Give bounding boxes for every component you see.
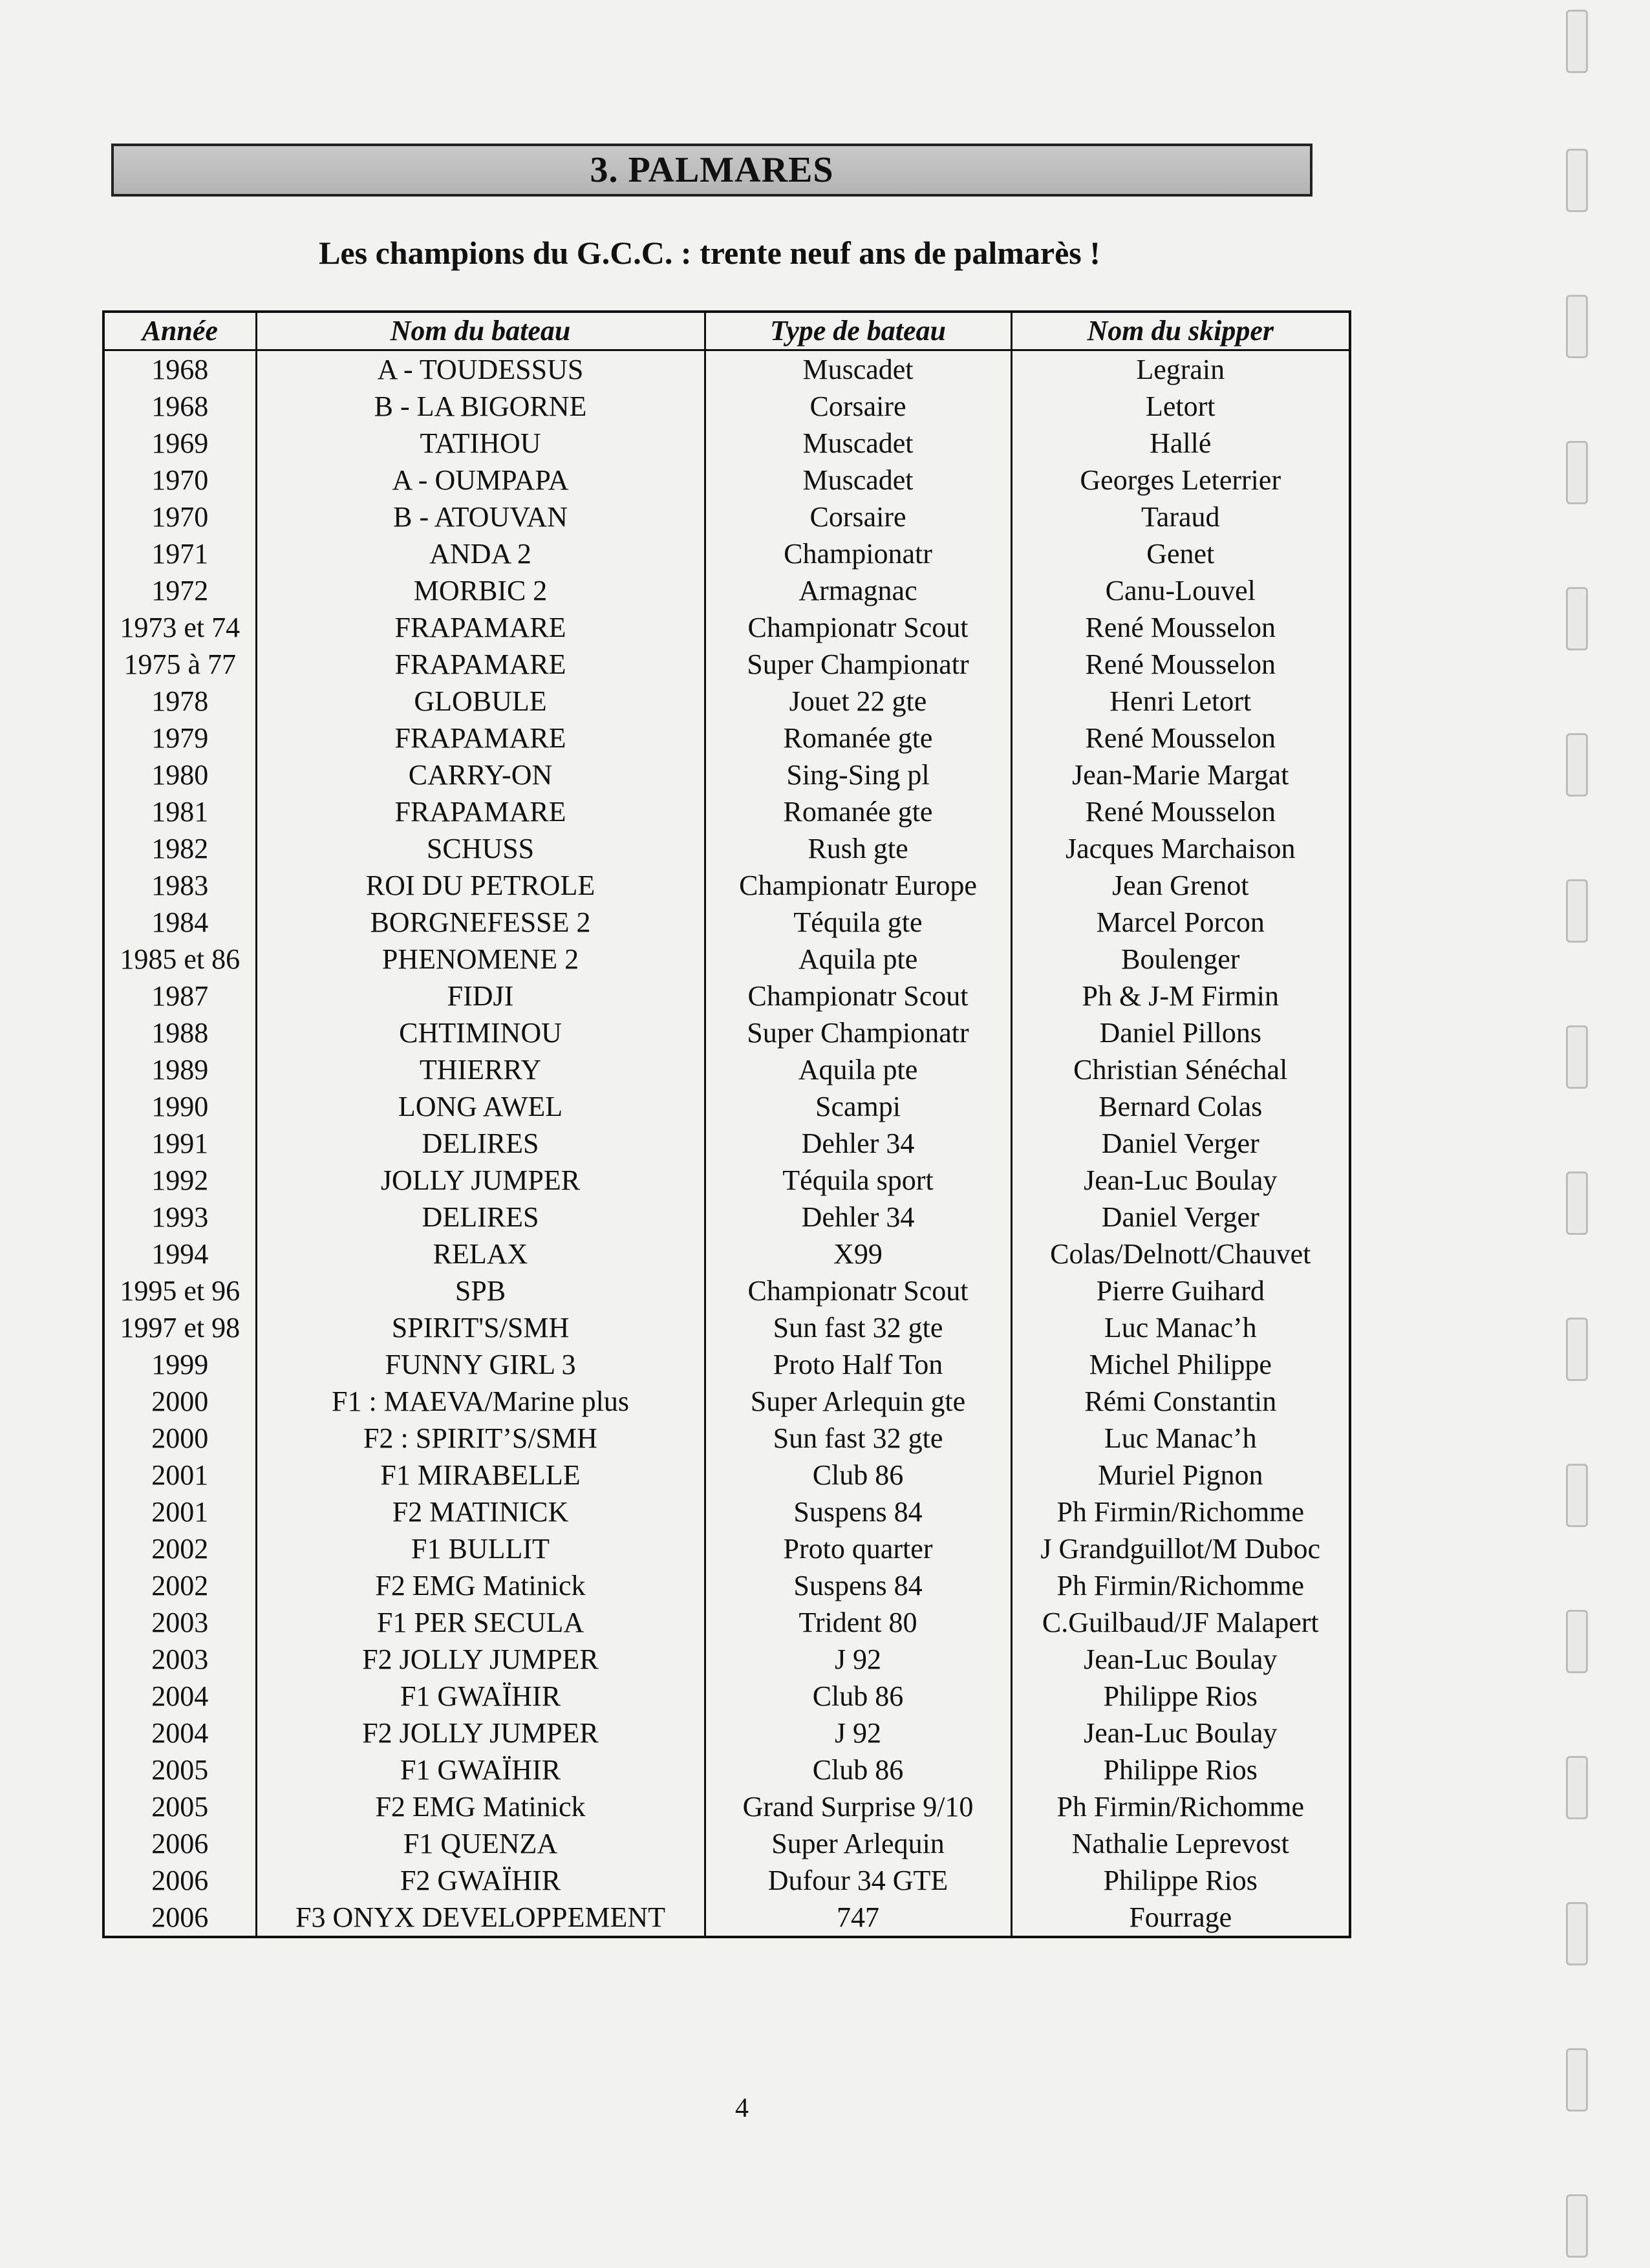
cell-nom-bateau: SPIRIT'S/SMH (256, 1309, 705, 1346)
binding-hole (1566, 733, 1588, 797)
cell-type-bateau: Jouet 22 gte (705, 683, 1011, 720)
table-row (103, 904, 1350, 941)
binding-hole (1566, 295, 1588, 358)
cell-type-bateau: Dehler 34 (705, 1125, 1011, 1162)
cell-nom-skipper: René Mousselon (1011, 793, 1350, 830)
cell-nom-skipper: Rémi Constantin (1011, 1383, 1350, 1420)
cell-annee: 1984 (103, 904, 256, 941)
binding-hole (1566, 587, 1588, 650)
table-row (103, 683, 1350, 720)
table-row (103, 1383, 1350, 1420)
cell-annee: 1970 (103, 498, 256, 535)
header-nom-bateau: Nom du bateau (256, 312, 705, 350)
cell-type-bateau: Muscadet (705, 425, 1011, 462)
cell-nom-skipper: Colas/Delnott/Chauvet (1011, 1236, 1350, 1272)
cell-nom-bateau: FRAPAMARE (256, 609, 705, 646)
cell-nom-bateau: DELIRES (256, 1125, 705, 1162)
cell-type-bateau: Championatr Europe (705, 867, 1011, 904)
cell-nom-bateau: FIDJI (256, 978, 705, 1014)
cell-type-bateau: Proto Half Ton (705, 1346, 1011, 1383)
cell-nom-skipper: Legrain (1011, 350, 1350, 389)
table-row (103, 1199, 1350, 1236)
cell-annee: 2004 (103, 1678, 256, 1715)
cell-nom-bateau: BORGNEFESSE 2 (256, 904, 705, 941)
header-type-bateau: Type de bateau (705, 312, 1011, 350)
cell-annee: 2003 (103, 1641, 256, 1678)
cell-type-bateau: Téquila sport (705, 1162, 1011, 1199)
cell-annee: 1995 et 96 (103, 1272, 256, 1309)
table-row (103, 1751, 1350, 1788)
cell-type-bateau: Muscadet (705, 462, 1011, 498)
cell-annee: 1988 (103, 1014, 256, 1051)
cell-nom-skipper: Marcel Porcon (1011, 904, 1350, 941)
cell-type-bateau: Super Championatr (705, 646, 1011, 683)
cell-nom-skipper: Ph & J-M Firmin (1011, 978, 1350, 1014)
cell-nom-skipper: J Grandguillot/M Duboc (1011, 1530, 1350, 1567)
cell-annee: 2001 (103, 1457, 256, 1493)
cell-annee: 1970 (103, 462, 256, 498)
cell-type-bateau: Romanée gte (705, 720, 1011, 756)
table-row (103, 1825, 1350, 1862)
table-row (103, 1346, 1350, 1383)
cell-type-bateau: Grand Surprise 9/10 (705, 1788, 1011, 1825)
cell-type-bateau: Scampi (705, 1088, 1011, 1125)
table-row (103, 462, 1350, 498)
cell-annee: 1979 (103, 720, 256, 756)
cell-type-bateau: Corsaire (705, 388, 1011, 425)
table-row (103, 1641, 1350, 1678)
table-row (103, 1014, 1350, 1051)
table-row (103, 1678, 1350, 1715)
table-row (103, 1272, 1350, 1309)
table-row (103, 1125, 1350, 1162)
table-row (103, 1236, 1350, 1272)
cell-type-bateau: J 92 (705, 1715, 1011, 1751)
binding-hole (1566, 441, 1588, 504)
cell-nom-bateau: F3 ONYX DEVELOPPEMENT (256, 1899, 705, 1937)
cell-annee: 1990 (103, 1088, 256, 1125)
cell-nom-skipper: Henri Letort (1011, 683, 1350, 720)
cell-type-bateau: Aquila pte (705, 941, 1011, 978)
cell-type-bateau: Romanée gte (705, 793, 1011, 830)
cell-annee: 1975 à 77 (103, 646, 256, 683)
cell-nom-bateau: CHTIMINOU (256, 1014, 705, 1051)
table-row (103, 1309, 1350, 1346)
cell-nom-skipper: Michel Philippe (1011, 1346, 1350, 1383)
binding-hole (1566, 10, 1588, 73)
cell-nom-skipper: Canu-Louvel (1011, 572, 1350, 609)
cell-nom-skipper: Jean-Marie Margat (1011, 756, 1350, 793)
cell-nom-skipper: Ph Firmin/Richomme (1011, 1567, 1350, 1604)
cell-type-bateau: Super Arlequin (705, 1825, 1011, 1862)
cell-nom-bateau: A - TOUDESSUS (256, 350, 705, 389)
page-number: 4 (735, 2093, 749, 2123)
cell-type-bateau: Trident 80 (705, 1604, 1011, 1641)
cell-type-bateau: Super Championatr (705, 1014, 1011, 1051)
cell-nom-skipper: Luc Manac’h (1011, 1420, 1350, 1457)
cell-annee: 2004 (103, 1715, 256, 1751)
cell-type-bateau: Suspens 84 (705, 1493, 1011, 1530)
table-row (103, 1862, 1350, 1899)
cell-nom-bateau: F2 GWAÏHIR (256, 1862, 705, 1899)
cell-type-bateau: Championatr (705, 535, 1011, 572)
table-row (103, 1604, 1350, 1641)
cell-annee: 2000 (103, 1420, 256, 1457)
table-row (103, 425, 1350, 462)
table-row (103, 830, 1350, 867)
cell-annee: 1989 (103, 1051, 256, 1088)
cell-nom-skipper: Genet (1011, 535, 1350, 572)
cell-type-bateau: Dehler 34 (705, 1199, 1011, 1236)
cell-nom-bateau: LONG AWEL (256, 1088, 705, 1125)
cell-nom-bateau: TATIHOU (256, 425, 705, 462)
cell-nom-bateau: CARRY-ON (256, 756, 705, 793)
cell-nom-skipper: Philippe Rios (1011, 1862, 1350, 1899)
cell-nom-skipper: C.Guilbaud/JF Malapert (1011, 1604, 1350, 1641)
cell-nom-bateau: F2 EMG Matinick (256, 1788, 705, 1825)
binding-hole (1566, 1902, 1588, 1965)
binding-hole (1566, 2194, 1588, 2258)
cell-annee: 1997 et 98 (103, 1309, 256, 1346)
cell-annee: 2001 (103, 1493, 256, 1530)
cell-type-bateau: Dufour 34 GTE (705, 1862, 1011, 1899)
cell-nom-skipper: René Mousselon (1011, 646, 1350, 683)
cell-nom-bateau: ROI DU PETROLE (256, 867, 705, 904)
cell-nom-skipper: Daniel Verger (1011, 1199, 1350, 1236)
cell-annee: 2006 (103, 1825, 256, 1862)
table-row (103, 1530, 1350, 1567)
cell-type-bateau: Club 86 (705, 1678, 1011, 1715)
cell-nom-bateau: DELIRES (256, 1199, 705, 1236)
cell-annee: 1968 (103, 350, 256, 389)
cell-annee: 1985 et 86 (103, 941, 256, 978)
cell-nom-bateau: A - OUMPAPA (256, 462, 705, 498)
table-row (103, 572, 1350, 609)
cell-annee: 1992 (103, 1162, 256, 1199)
cell-type-bateau: X99 (705, 1236, 1011, 1272)
cell-annee: 2005 (103, 1788, 256, 1825)
cell-annee: 1968 (103, 388, 256, 425)
cell-nom-bateau: FRAPAMARE (256, 720, 705, 756)
cell-nom-bateau: F1 GWAÏHIR (256, 1678, 705, 1715)
cell-nom-skipper: Taraud (1011, 498, 1350, 535)
header-nom-skipper: Nom du skipper (1011, 312, 1350, 350)
cell-nom-bateau: B - LA BIGORNE (256, 388, 705, 425)
cell-annee: 2002 (103, 1567, 256, 1604)
cell-type-bateau: Sun fast 32 gte (705, 1420, 1011, 1457)
cell-annee: 1969 (103, 425, 256, 462)
cell-nom-bateau: F1 MIRABELLE (256, 1457, 705, 1493)
table-row (103, 867, 1350, 904)
cell-annee: 1993 (103, 1199, 256, 1236)
cell-nom-bateau: RELAX (256, 1236, 705, 1272)
cell-type-bateau: Club 86 (705, 1751, 1011, 1788)
cell-annee: 1999 (103, 1346, 256, 1383)
cell-type-bateau: Super Arlequin gte (705, 1383, 1011, 1420)
table-header-row (103, 312, 1350, 350)
cell-nom-bateau: MORBIC 2 (256, 572, 705, 609)
cell-nom-bateau: F1 BULLIT (256, 1530, 705, 1567)
cell-type-bateau: Corsaire (705, 498, 1011, 535)
cell-nom-skipper: Boulenger (1011, 941, 1350, 978)
table-row (103, 388, 1350, 425)
cell-nom-skipper: Christian Sénéchal (1011, 1051, 1350, 1088)
cell-nom-skipper: Jacques Marchaison (1011, 830, 1350, 867)
cell-annee: 1980 (103, 756, 256, 793)
binding-hole (1566, 1171, 1588, 1235)
cell-nom-bateau: F2 JOLLY JUMPER (256, 1715, 705, 1751)
table-row (103, 1493, 1350, 1530)
cell-type-bateau: Rush gte (705, 830, 1011, 867)
cell-nom-skipper: Jean Grenot (1011, 867, 1350, 904)
binding-hole (1566, 1464, 1588, 1527)
cell-nom-skipper: Ph Firmin/Richomme (1011, 1788, 1350, 1825)
table-row (103, 1899, 1350, 1937)
table-row (103, 350, 1350, 389)
table-row (103, 1788, 1350, 1825)
binding-hole (1566, 879, 1588, 943)
table-row (103, 1051, 1350, 1088)
cell-annee: 1972 (103, 572, 256, 609)
cell-nom-skipper: Luc Manac’h (1011, 1309, 1350, 1346)
cell-type-bateau: Sing-Sing pl (705, 756, 1011, 793)
cell-type-bateau: Sun fast 32 gte (705, 1309, 1011, 1346)
cell-nom-bateau: FRAPAMARE (256, 793, 705, 830)
cell-nom-bateau: F1 : MAEVA/Marine plus (256, 1383, 705, 1420)
cell-type-bateau: Armagnac (705, 572, 1011, 609)
binding-holes (1559, 0, 1598, 2268)
cell-annee: 1991 (103, 1125, 256, 1162)
cell-annee: 2000 (103, 1383, 256, 1420)
table-row (103, 1567, 1350, 1604)
table-row (103, 609, 1350, 646)
cell-annee: 2006 (103, 1899, 256, 1937)
cell-nom-skipper: René Mousselon (1011, 720, 1350, 756)
cell-nom-skipper: Pierre Guihard (1011, 1272, 1350, 1309)
table-row (103, 756, 1350, 793)
palmares-table (102, 310, 1351, 1938)
cell-annee: 2005 (103, 1751, 256, 1788)
cell-nom-bateau: F1 PER SECULA (256, 1604, 705, 1641)
section-title: 3. PALMARES (590, 150, 834, 190)
cell-nom-skipper: Letort (1011, 388, 1350, 425)
header-annee: Année (103, 312, 256, 350)
cell-nom-skipper: Philippe Rios (1011, 1751, 1350, 1788)
cell-nom-bateau: GLOBULE (256, 683, 705, 720)
cell-nom-bateau: PHENOMENE 2 (256, 941, 705, 978)
cell-annee: 1982 (103, 830, 256, 867)
cell-nom-skipper: René Mousselon (1011, 609, 1350, 646)
cell-annee: 2002 (103, 1530, 256, 1567)
table-row (103, 1457, 1350, 1493)
cell-annee: 2003 (103, 1604, 256, 1641)
cell-annee: 1994 (103, 1236, 256, 1272)
cell-nom-bateau: F2 EMG Matinick (256, 1567, 705, 1604)
cell-type-bateau: Championatr Scout (705, 978, 1011, 1014)
cell-nom-skipper: Daniel Verger (1011, 1125, 1350, 1162)
cell-nom-skipper: Georges Leterrier (1011, 462, 1350, 498)
cell-nom-bateau: F1 GWAÏHIR (256, 1751, 705, 1788)
cell-type-bateau: Championatr Scout (705, 609, 1011, 646)
table-row (103, 1162, 1350, 1199)
table-row (103, 793, 1350, 830)
cell-nom-bateau: F2 MATINICK (256, 1493, 705, 1530)
cell-type-bateau: Championatr Scout (705, 1272, 1011, 1309)
cell-annee: 1971 (103, 535, 256, 572)
table-row (103, 720, 1350, 756)
cell-nom-bateau: SPB (256, 1272, 705, 1309)
binding-hole (1566, 1025, 1588, 1089)
cell-nom-bateau: FUNNY GIRL 3 (256, 1346, 705, 1383)
cell-nom-skipper: Hallé (1011, 425, 1350, 462)
cell-nom-skipper: Fourrage (1011, 1899, 1350, 1937)
table-row (103, 1420, 1350, 1457)
binding-hole (1566, 149, 1588, 212)
cell-nom-bateau: B - ATOUVAN (256, 498, 705, 535)
cell-nom-skipper: Muriel Pignon (1011, 1457, 1350, 1493)
cell-annee: 1981 (103, 793, 256, 830)
table-row (103, 535, 1350, 572)
cell-nom-bateau: SCHUSS (256, 830, 705, 867)
table-row (103, 1088, 1350, 1125)
subtitle: Les champions du G.C.C. : trente neuf ans de palmarès ! (319, 235, 1100, 271)
cell-nom-bateau: FRAPAMARE (256, 646, 705, 683)
cell-nom-skipper: Ph Firmin/Richomme (1011, 1493, 1350, 1530)
section-banner (111, 144, 1312, 197)
cell-type-bateau: Aquila pte (705, 1051, 1011, 1088)
binding-hole (1566, 2048, 1588, 2112)
cell-nom-skipper: Philippe Rios (1011, 1678, 1350, 1715)
cell-nom-bateau: ANDA 2 (256, 535, 705, 572)
cell-annee: 2006 (103, 1862, 256, 1899)
cell-nom-bateau: F1 QUENZA (256, 1825, 705, 1862)
cell-nom-bateau: JOLLY JUMPER (256, 1162, 705, 1199)
cell-type-bateau: Muscadet (705, 350, 1011, 389)
table-row (103, 1715, 1350, 1751)
cell-type-bateau: Proto quarter (705, 1530, 1011, 1567)
binding-hole (1566, 1756, 1588, 1819)
binding-hole (1566, 1318, 1588, 1381)
cell-nom-bateau: F2 JOLLY JUMPER (256, 1641, 705, 1678)
cell-nom-skipper: Nathalie Leprevost (1011, 1825, 1350, 1862)
cell-nom-skipper: Jean-Luc Boulay (1011, 1641, 1350, 1678)
cell-type-bateau: 747 (705, 1899, 1011, 1937)
cell-nom-skipper: Jean-Luc Boulay (1011, 1715, 1350, 1751)
table-row (103, 978, 1350, 1014)
cell-nom-skipper: Jean-Luc Boulay (1011, 1162, 1350, 1199)
cell-nom-skipper: Daniel Pillons (1011, 1014, 1350, 1051)
cell-nom-skipper: Bernard Colas (1011, 1088, 1350, 1125)
cell-annee: 1973 et 74 (103, 609, 256, 646)
cell-type-bateau: Suspens 84 (705, 1567, 1011, 1604)
cell-annee: 1987 (103, 978, 256, 1014)
cell-nom-bateau: THIERRY (256, 1051, 705, 1088)
binding-hole (1566, 1610, 1588, 1673)
table-row (103, 941, 1350, 978)
cell-type-bateau: J 92 (705, 1641, 1011, 1678)
cell-annee: 1983 (103, 867, 256, 904)
table-row (103, 646, 1350, 683)
cell-type-bateau: Club 86 (705, 1457, 1011, 1493)
table-row (103, 498, 1350, 535)
cell-annee: 1978 (103, 683, 256, 720)
cell-nom-bateau: F2 : SPIRIT’S/SMH (256, 1420, 705, 1457)
cell-type-bateau: Téquila gte (705, 904, 1011, 941)
